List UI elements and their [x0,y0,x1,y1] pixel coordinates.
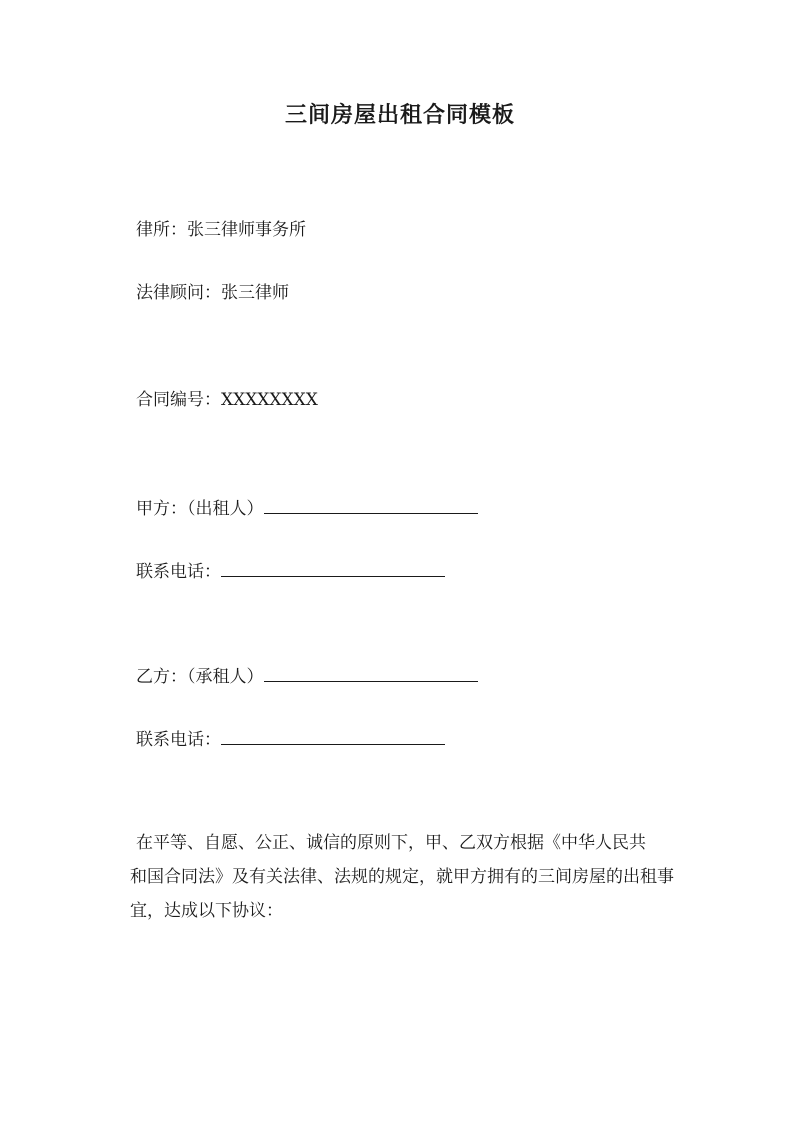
party-a-phone-line [136,558,445,584]
party-b-line [136,663,478,689]
party-b-blank [264,663,478,682]
party-b-phone-blank [221,726,445,745]
party-b-label: 乙方：（承租人） [136,667,264,687]
law-firm-line: 律所：张三律师事务所 [136,220,306,240]
preamble-line-1: 在平等、自愿、公正、诚信的原则下，甲、乙双方根据《中华人民共 [136,833,646,853]
legal-advisor-line: 法律顾问：张三律师 [136,283,289,303]
document-title: 三间房屋出租合同模板 [284,102,515,128]
party-a-phone-blank [221,558,445,577]
preamble-line-3: 宜，达成以下协议： [130,901,283,921]
preamble-line-2: 和国合同法》及有关法律、法规的规定，就甲方拥有的三间房屋的出租事 [130,867,674,887]
contract-number-line: 合同编号：XXXXXXXX [136,390,318,410]
preamble-paragraph [130,826,700,928]
party-a-phone-label: 联系电话： [136,562,221,582]
party-b-phone-label: 联系电话： [136,730,221,750]
party-a-blank [264,495,478,514]
party-a-label: 甲方：（出租人） [136,499,264,519]
party-a-line [136,495,478,521]
party-b-phone-line [136,726,445,752]
